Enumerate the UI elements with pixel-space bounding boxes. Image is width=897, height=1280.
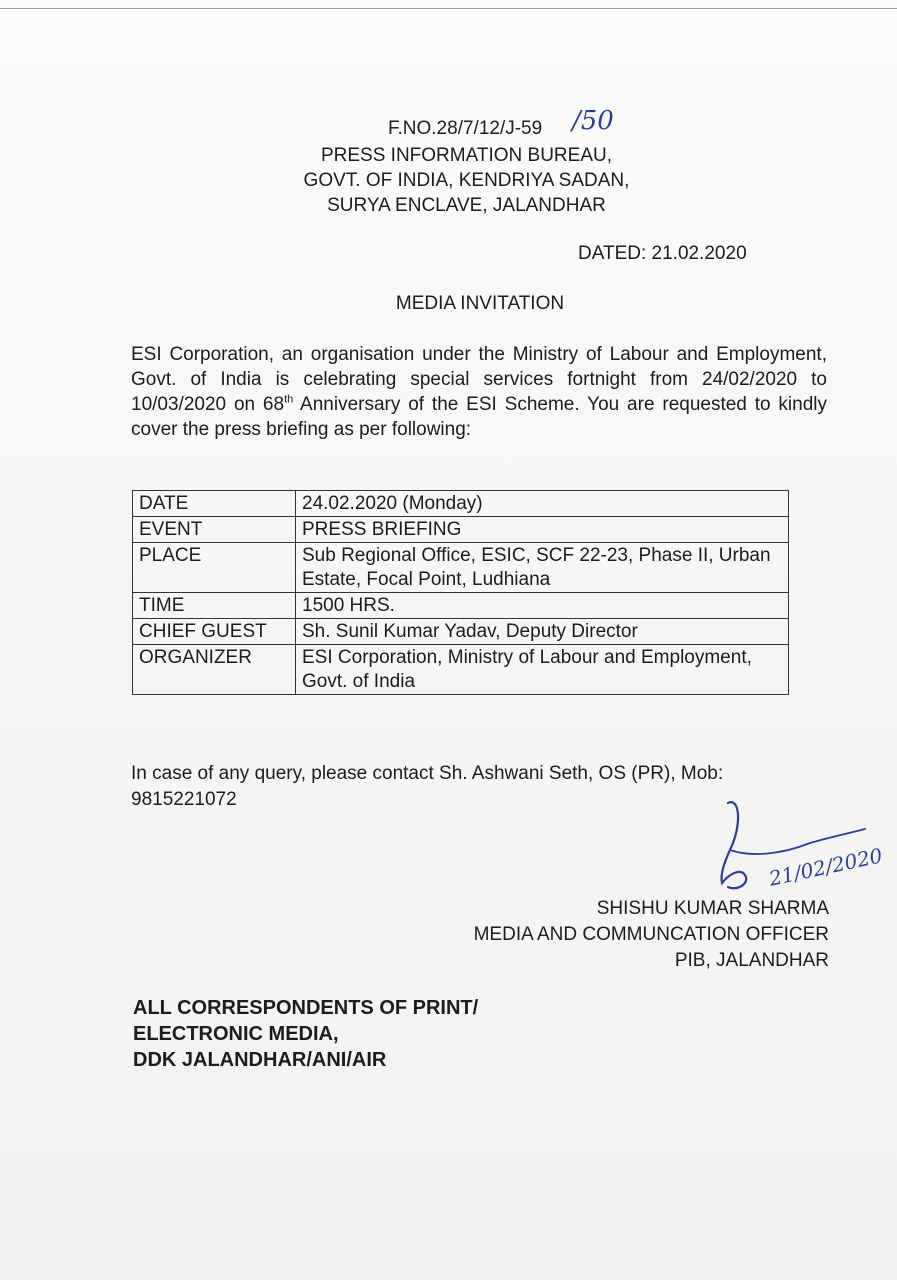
signatory-block xyxy=(474,896,829,974)
paragraph-part-2: Anniversary of the ESI Scheme. You are requested to kindly cover the press briefing as per following: xyxy=(131,394,827,440)
row-value: 24.02.2020 (Monday) xyxy=(296,491,789,517)
handwritten-file-suffix: /50 xyxy=(572,106,614,136)
contact-query: In case of any query, please contact Sh. Ashwani Seth, OS (PR), Mob: 9815221072 xyxy=(131,763,724,810)
recipients-block xyxy=(133,995,478,1073)
row-key: ORGANIZER xyxy=(133,645,296,695)
table-row xyxy=(133,619,789,645)
table-row xyxy=(133,517,789,543)
table-row xyxy=(133,543,789,593)
recipients-line2: ELECTRONIC MEDIA, xyxy=(133,1023,339,1045)
row-key: CHIEF GUEST xyxy=(133,619,296,645)
paragraph-part-1: ESI Corporation, an organisation under the Ministry of Labour and Employment, Govt. of India is celebrating special services fortnight from 24/02/2020 to 10/03/2020 on 68 xyxy=(131,344,827,415)
row-key: TIME xyxy=(133,593,296,619)
office-name: PRESS INFORMATION BUREAU, xyxy=(320,145,612,166)
row-key: EVENT xyxy=(133,517,296,543)
row-value: 1500 HRS. xyxy=(296,593,789,619)
row-key: DATE xyxy=(133,491,296,517)
handwritten-sign-date: 21/02/2020 xyxy=(766,843,885,891)
table-row xyxy=(133,491,789,517)
row-key: PLACE xyxy=(133,543,296,593)
recipients-line3: DDK JALANDHAR/ANI/AIR xyxy=(133,1049,387,1071)
signatory-name: SHISHU KUMAR SHARMA xyxy=(596,898,829,919)
row-value: Sh. Sunil Kumar Yadav, Deputy Director xyxy=(296,619,789,645)
row-value: PRESS BRIEFING xyxy=(296,517,789,543)
event-details-table xyxy=(132,490,789,695)
invitation-paragraph xyxy=(131,342,827,442)
signatory-office: PIB, JALANDHAR xyxy=(674,950,829,971)
row-value: Sub Regional Office, ESIC, SCF 22-23, Phase II, Urban Estate, Focal Point, Ludhiana xyxy=(296,543,789,593)
top-edge-line xyxy=(0,8,897,9)
office-address-line1: GOVT. OF INDIA, KENDRIYA SADAN, xyxy=(303,170,630,191)
office-address-line2: SURYA ENCLAVE, JALANDHAR xyxy=(327,195,606,216)
table-row xyxy=(133,645,789,695)
date-line: DATED: 21.02.2020 xyxy=(578,243,747,264)
row-value: ESI Corporation, Ministry of Labour and Employment, Govt. of India xyxy=(296,645,789,695)
table-row xyxy=(133,593,789,619)
recipients-line1: ALL CORRESPONDENTS OF PRINT/ xyxy=(133,997,479,1019)
file-number: F.NO.28/7/12/J-59 xyxy=(388,118,543,139)
signatory-designation: MEDIA AND COMMUNCATION OFFICER xyxy=(473,924,829,945)
ordinal-suffix: th xyxy=(284,393,294,406)
document-title: MEDIA INVITATION xyxy=(395,293,565,314)
